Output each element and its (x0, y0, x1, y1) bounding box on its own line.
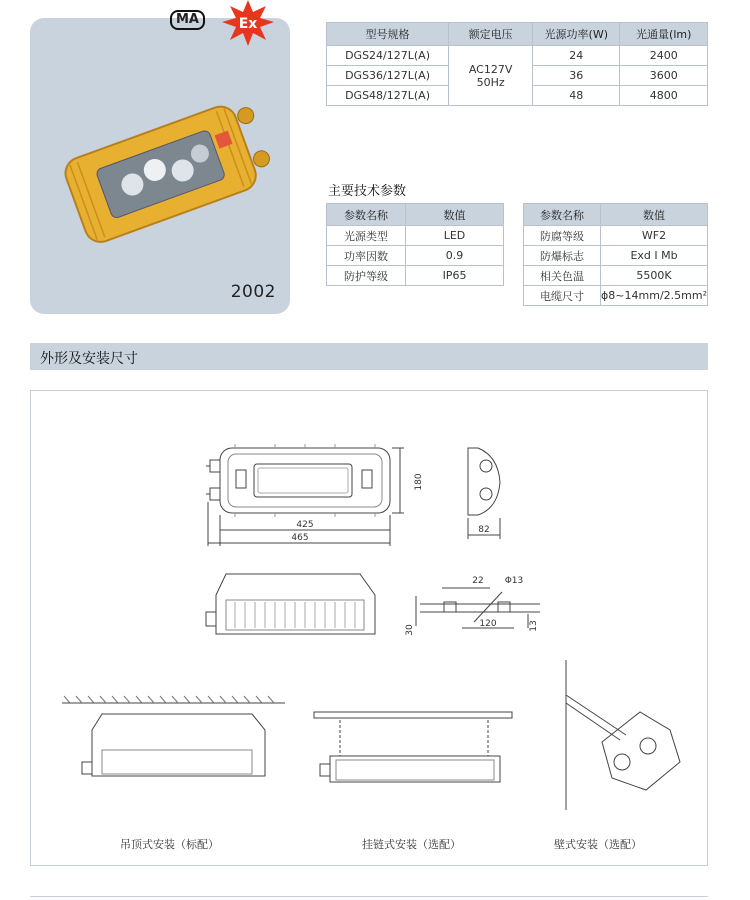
flux-cell: 4800 (620, 86, 708, 106)
param-name: 光源类型 (327, 226, 406, 246)
param-value: Exd I Mb (601, 246, 708, 266)
param-name: 功率因数 (327, 246, 406, 266)
ceiling-install-drawing (62, 696, 285, 776)
dim-side-depth: 82 (478, 525, 490, 535)
voltage-value: AC127V (468, 62, 513, 76)
ma-cert-logo: MA (170, 10, 205, 30)
header-flux: 光通量(lm) (620, 23, 708, 46)
power-cell: 36 (533, 66, 620, 86)
chain-install-drawing (314, 712, 512, 782)
table-row (524, 226, 708, 246)
header-model: 型号规格 (327, 23, 449, 46)
header-power: 光源功率(W) (533, 23, 620, 46)
power-cell: 48 (533, 86, 620, 106)
section-title: 外形及安装尺寸 (40, 351, 138, 367)
front-view-drawing (206, 444, 404, 546)
spec-table-header (327, 23, 708, 46)
header-param-value: 数值 (406, 204, 504, 226)
voltage-cell (449, 46, 533, 106)
param-value: 0.9 (406, 246, 504, 266)
param-name: 电缆尺寸 (524, 286, 601, 306)
ex-cert-icon (222, 0, 274, 46)
param-value: 5500K (601, 266, 708, 286)
caption-wall-install: 壁式安装（选配） (554, 838, 642, 851)
param-name: 防爆标志 (524, 246, 601, 266)
table-row (327, 266, 504, 286)
table-row (524, 246, 708, 266)
param-name: 相关色温 (524, 266, 601, 286)
dim-hole-diameter: Φ13 (504, 576, 524, 586)
tech-params-title: 主要技术参数 (328, 184, 407, 199)
mounting-bracket-drawing (416, 588, 540, 628)
power-cell: 24 (533, 46, 620, 66)
table-row (327, 226, 504, 246)
table-row (524, 286, 708, 306)
header-param-value: 数值 (601, 204, 708, 226)
model-cell: DGS48/127L(A) (327, 86, 449, 106)
param-name: 防护等级 (327, 266, 406, 286)
model-cell: DGS36/127L(A) (327, 66, 449, 86)
spec-table (326, 22, 708, 106)
flux-cell: 3600 (620, 66, 708, 86)
header-param-name: 参数名称 (327, 204, 406, 226)
param-value: IP65 (406, 266, 504, 286)
dim-bracket-height: 30 (405, 624, 415, 636)
frequency-value: 50Hz (476, 75, 505, 89)
table-row (524, 266, 708, 286)
flux-cell: 2400 (620, 46, 708, 66)
table-row (327, 46, 708, 66)
model-cell: DGS24/127L(A) (327, 46, 449, 66)
dim-front-height: 180 (414, 473, 424, 491)
model-number: 2002 (230, 282, 276, 302)
bottom-divider (30, 896, 708, 897)
product-card (30, 18, 290, 314)
bottom-view-drawing (206, 574, 375, 634)
header-param-name: 参数名称 (524, 204, 601, 226)
dim-mount-spacing: 22 (472, 576, 484, 586)
dim-bracket-length: 120 (479, 619, 497, 629)
tech-params-right-table (523, 203, 708, 306)
dimension-drawings (30, 390, 708, 866)
product-photo (50, 68, 275, 268)
ex-cert-text: Ex (238, 16, 258, 32)
param-name: 防腐等级 (524, 226, 601, 246)
table-row (327, 246, 504, 266)
dim-bracket-offset: 13 (529, 620, 539, 632)
param-value: WF2 (601, 226, 708, 246)
caption-ceiling-install: 吊顶式安装（标配） (120, 838, 219, 851)
dim-outer-width: 465 (291, 533, 309, 543)
wall-install-drawing (566, 660, 680, 810)
param-value: ϕ8~14mm/2.5mm² (601, 286, 708, 306)
tech-params-left-table (326, 203, 504, 286)
header-voltage: 额定电压 (449, 23, 533, 46)
dim-inner-width: 425 (296, 520, 314, 530)
caption-chain-install: 挂链式安装（选配） (362, 838, 461, 851)
param-value: LED (406, 226, 504, 246)
